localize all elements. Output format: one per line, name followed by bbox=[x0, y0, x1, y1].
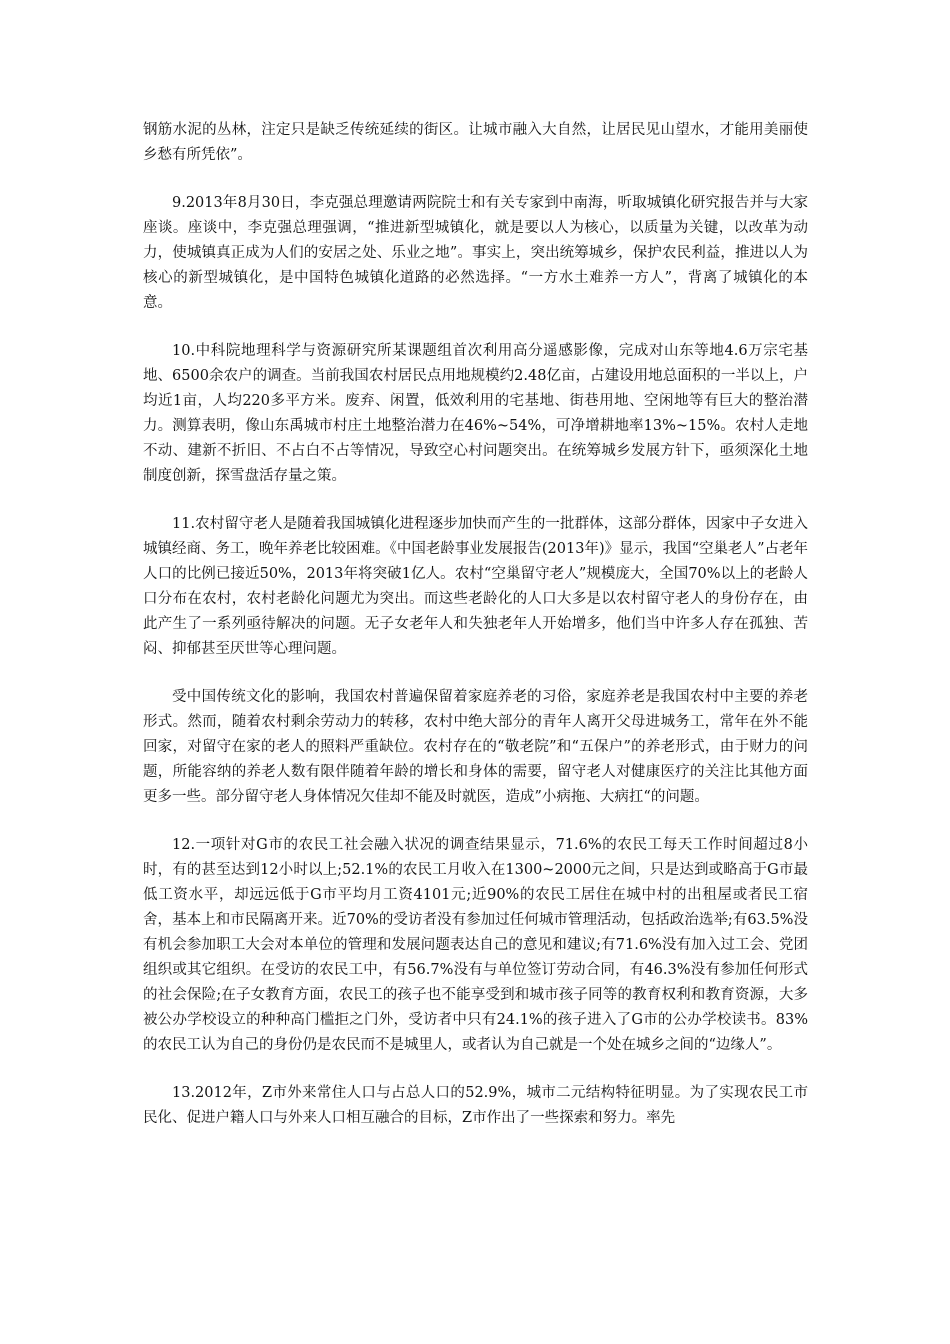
paragraph-item-10: 10.中科院地理科学与资源研究所某课题组首次利用高分遥感影像，完成对山东等地4.6万宗宅基地、6500余农户的调查。当前我国农村居民点用地规模约2.48亿亩，占建设用地总面积的一半以上，户均近1亩，人均220多平方米。废弃、闲置，低效利用的宅基地、街巷用地、空闲地等有巨大的整治潜力。测算表明，像山东禹城市村庄土地整治潜力在46%~54%，可净增耕地率13%~15%。农村人走地不动、建新不折旧、不占白不占等情况，导致空心村问题突出。在统筹城乡发展方针下，亟须深化土地制度创新，探雪盘活存量之策。 bbox=[143, 343, 808, 484]
paragraph-item-12: 12.一项针对G市的农民工社会融入状况的调查结果显示，71.6%的农民工每天工作时间超过8小时，有的甚至达到12小时以上;52.1%的农民工月收入在1300~2000元之间，只是达到或略高于G市最低工资水平，却远远低于G市平均月工资4101元;近90%的农民工居住在城中村的出租屋或者民工宿舍，基本上和市民隔离开来。近70%的受访者没有参加过任何城市管理活动，包括政治选举;有63.5%没有机会参加职工大会对本单位的管理和发展问题表达自己的意见和建议;有71.6%没有加入过工会、党团组织或其它组织。在受访的农民工中，有56.7%没有与单位签订劳动合同，有46.3%没有参加任何形式的社会保险;在子女教育方面，农民工的孩子也不能享受到和城市孩子同等的教育权利和教育资源，大多被公办学校设立的种种高门槛拒之门外，受访者中只有24.1%的孩子进入了G市的公办学校读书。83%的农民工认为自己的身份仍是农民而不是城里人，或者认为自己就是一个处在城乡之间的“边缘人”。 bbox=[143, 837, 808, 1053]
paragraph-item-13: 13.2012年，Z市外来常住人口与占总人口的52.9%，城市二元结构特征明显。为了实现农民工市民化、促进户籍人口与外来人口相互融合的目标，Z市作出了一些探索和努力。率先 bbox=[143, 1085, 808, 1126]
paragraph-continuation: 钢筋水泥的丛林，注定只是缺乏传统延续的街区。让城市融入大自然，让居民见山望水，才能用美丽使乡愁有所凭依”。 bbox=[143, 122, 808, 163]
document-page bbox=[143, 118, 808, 1131]
paragraph-item-9: 9.2013年8月30日，李克强总理邀请两院院士和有关专家到中南海，听取城镇化研究报告并与大家座谈。座谈中，李克强总理强调，“推进新型城镇化，就是要以人为核心，以质量为关键，以改革为动力，使城镇真正成为人们的安居之处、乐业之地”。事实上，突出统筹城乡，保护农民利益，推进以人为核心的新型城镇化，是中国特色城镇化道路的必然选择。“一方水土难养一方人”，背离了城镇化的本意。 bbox=[143, 195, 808, 311]
paragraph-item-11: 11.农村留守老人是随着我国城镇化进程逐步加快而产生的一批群体，这部分群体，因家中子女进入城镇经商、务工，晚年养老比较困难。《中国老龄事业发展报告(2013年)》显示，我国“空巢老人”占老年人口的比例已接近50%，2013年将突破1亿人。农村“空巢留守老人”规模庞大，全国70%以上的老龄人口分布在农村，农村老龄化问题尤为突出。而这些老龄化的人口大多是以农村留守老人的身份存在，由此产生了一系列亟待解决的问题。无子女老年人和失独老年人开始增多，他们当中许多人存在孤独、苦闷、抑郁甚至厌世等心理问题。 bbox=[143, 516, 808, 657]
paragraph-item-11-continued: 受中国传统文化的影响，我国农村普遍保留着家庭养老的习俗，家庭养老是我国农村中主要的养老形式。然而，随着农村剩余劳动力的转移，农村中绝大部分的青年人离开父母进城务工，常年在外不能回家，对留守在家的老人的照料严重缺位。农村存在的“敬老院”和“五保户”的养老形式，由于财力的问题，所能容纳的养老人数有限伴随着年龄的增长和身体的需要，留守老人对健康医疗的关注比其他方面更多一些。部分留守老人身体情况欠佳却不能及时就医，造成”小病拖、大病扛“的问题。 bbox=[143, 689, 808, 805]
